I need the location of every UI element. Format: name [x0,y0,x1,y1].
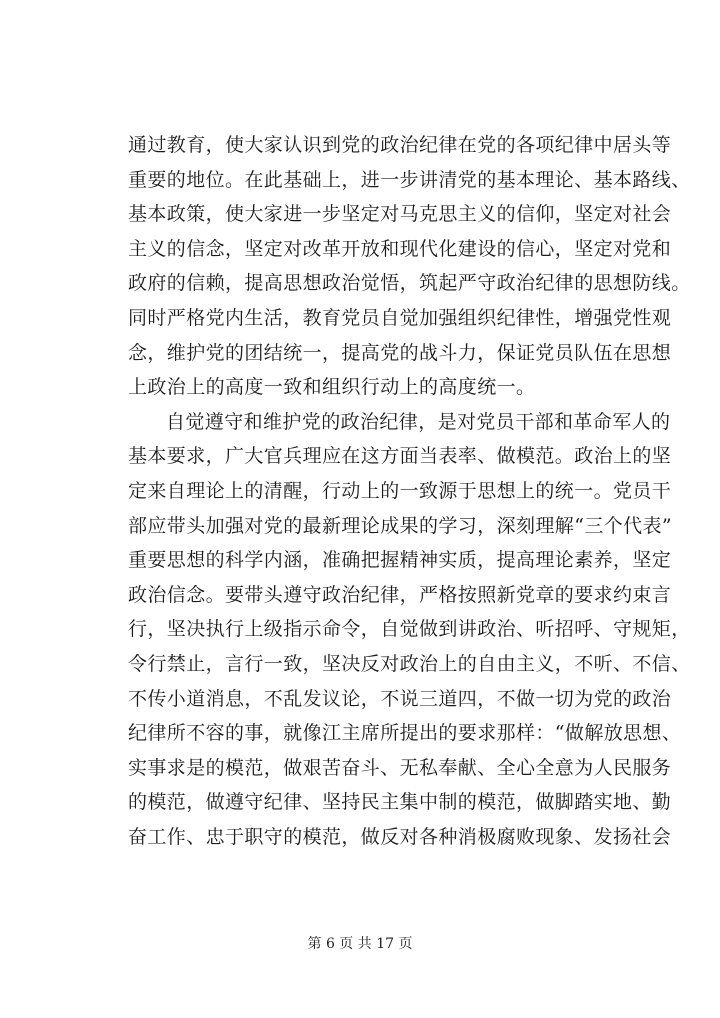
text-line: 重要思想的科学内涵，准确把握精神实质，提高理论素养，坚定 [128,549,672,572]
text-line: 令行禁止，言行一致，坚决反对政治上的自由主义，不听、不信、 [128,652,691,675]
text-line: 的模范，做遵守纪律、坚持民主集中制的模范，做脚踏实地、勤 [128,791,672,814]
text-line: 奋工作、忠于职守的模范，做反对各种消极腐败现象、发扬社会 [128,825,672,848]
text-line: 行，坚决执行上级指示命令，自觉做到讲政治、听招呼、守规矩， [128,618,691,641]
text-line: 实事求是的模范，做艰苦奋斗、无私奉献、全心全意为人民服务 [128,756,672,779]
text-line: 纪律所不容的事，就像江主席所提出的要求那样：“做解放思想、 [128,722,682,745]
text-line: 同时严格党内生活，教育党员自觉加强组织纪律性，增强党性观 [128,306,672,329]
text-line: 主义的信念，坚定对改革开放和现代化建设的信心，坚定对党和 [128,237,672,260]
text-line: 上政治上的高度一致和组织行动上的高度统一。 [128,376,536,399]
text-line: 重要的地位。在此基础上，进一步讲清党的基本理论、基本路线、 [128,168,691,191]
text-line: 通过教育，使大家认识到党的政治纪律在党的各项纪律中居头等 [128,134,672,156]
text-line: 定来自理论上的清醒，行动上的一致源于思想上的统一。党员干 [128,479,672,502]
text-line: 政治信念。要带头遵守政治纪律，严格按照新党章的要求约束言 [128,583,672,606]
text-line: 基本政策，使大家进一步坚定对马克思主义的信仰，坚定对社会 [128,203,672,226]
text-line: 部应带头加强对党的最新理论成果的学习，深刻理解“三个代表” [128,514,673,537]
text-line: 政府的信赖，提高思想政治觉悟，筑起严守政治纪律的思想防线。 [128,272,691,295]
text-line: 念，维护党的团结统一，提高党的战斗力，保证党员队伍在思想 [128,341,672,364]
text-line: 自觉遵守和维护党的政治纪律，是对党员干部和革命军人的 [166,410,671,433]
text-line: 基本要求，广大官兵理应在这方面当表率、做模范。政治上的坚 [128,445,672,468]
text-line: 不传小道消息，不乱发议论，不说三道四，不做一切为党的政治 [128,687,672,710]
body-text [128,128,691,854]
page-number-footer: 第 6 页 共 17 页 [307,936,413,952]
